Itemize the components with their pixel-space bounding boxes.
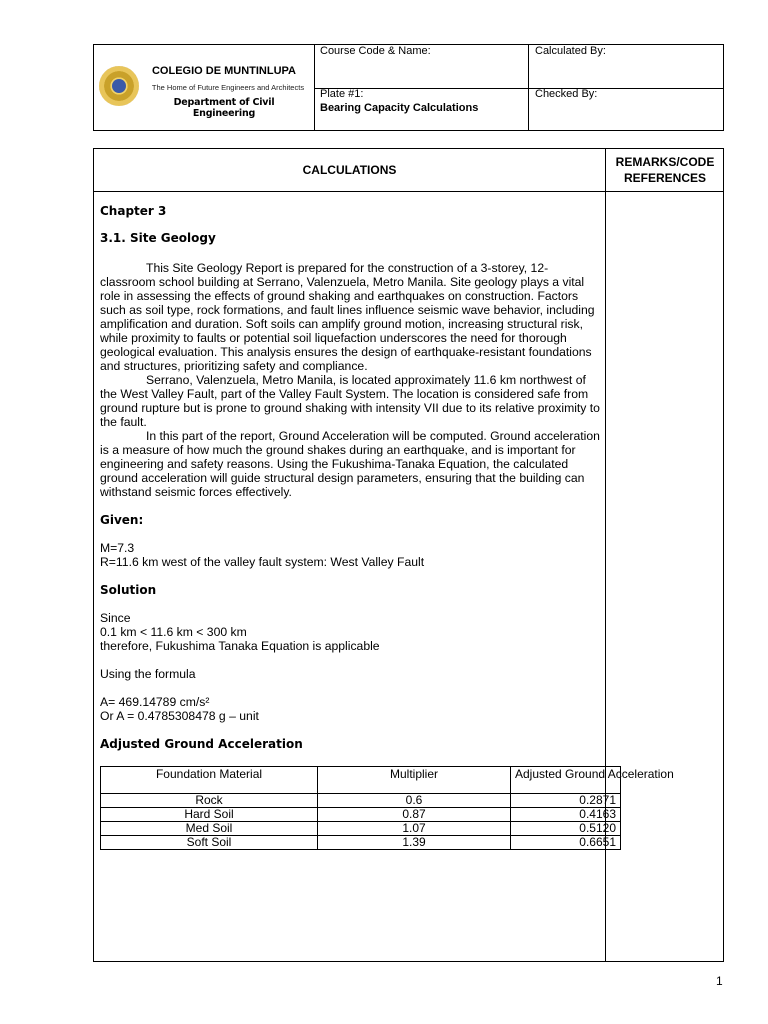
acceleration-cell: 0.2871	[511, 794, 621, 808]
inequality-text: 0.1 km < 11.6 km < 300 km	[100, 625, 247, 639]
calculation-content	[100, 204, 602, 751]
checked-by-label: Checked By:	[535, 88, 598, 100]
given-distance: R=11.6 km west of the valley fault system: West Valley Fault	[100, 555, 425, 569]
paragraph-intro: This Site Geology Report is prepared for the construction of a 3-storey, 12-classroom school building at Serrano, Valenzuela, Metro Manila. Site geology plays a vital role in assessing the effects of ground shaking and earthquakes on construction. Factors such as soil type, rock formations, and fault lines influence seismic wave behavior, including amplification and duration. Soft soils can amplify ground motion, increasing structural risk, while proximity to faults or potential soil liquefaction underscores the need for thorough geological evaluation. This analysis ensures the design of earthquake-resistant foundations and structures, prioritizing safety and compliance.	[100, 261, 595, 373]
result-acceleration: A= 469.14789 cm/s²	[100, 695, 210, 709]
result-g-unit: Or A = 0.4785308478 g – unit	[100, 709, 259, 723]
table-row	[101, 822, 621, 836]
formula-text: Using the formula	[100, 667, 196, 681]
acceleration-cell: 0.4163	[511, 808, 621, 822]
section-title: 3.1. Site Geology	[100, 231, 216, 245]
multiplier-cell: 1.07	[318, 822, 511, 836]
paragraph-location: Serrano, Valenzuela, Metro Manila, is located approximately 11.6 km northwest of the West Valley Fault, part of the Valley Fault System. The location is considered safe from ground rupture but is prone to ground shaking with intensity VII due to its relative proximity to the fault.	[100, 373, 600, 429]
multiplier-cell: 0.87	[318, 808, 511, 822]
chapter-title: Chapter 3	[100, 204, 167, 218]
table-row	[101, 794, 621, 808]
given-magnitude: M=7.3	[100, 541, 135, 555]
acceleration-cell: 0.5120	[511, 822, 621, 836]
acceleration-table-wrapper	[100, 764, 674, 856]
table-heading: Adjusted Ground Acceleration	[100, 737, 303, 751]
plate-title: Bearing Capacity Calculations	[320, 102, 479, 114]
therefore-text: therefore, Fukushima Tanaka Equation is applicable	[100, 639, 380, 653]
header-block	[93, 44, 724, 131]
department-name: Department of Civil Engineering	[173, 97, 275, 119]
course-label: Course Code & Name:	[320, 45, 431, 57]
solution-heading: Solution	[100, 583, 157, 597]
remarks-heading: REMARKS/CODE REFERENCES	[615, 155, 715, 185]
material-cell: Med Soil	[101, 822, 318, 836]
calculated-by-label: Calculated By:	[535, 45, 606, 57]
school-name: COLEGIO DE MUNTINLUPA	[151, 65, 296, 77]
table-row	[101, 808, 621, 822]
paragraph-acceleration: In this part of the report, Ground Acceleration will be computed. Ground acceleration is a measure of how much the ground shakes during an earthquake, and is important for engineering and safety reasons. Using the Fukushima-Tanaka Equation, the calculated ground acceleration will guide structural design parameters, ensuring that the building can withstand seismic forces effectively.	[100, 429, 600, 499]
given-heading: Given:	[100, 513, 144, 527]
heading-divider	[94, 191, 723, 192]
since-text: Since	[100, 611, 131, 625]
multiplier-cell: 0.6	[318, 794, 511, 808]
table-header-row	[101, 767, 621, 794]
column-header: Adjusted Ground Acceleration	[511, 767, 621, 794]
material-cell: Hard Soil	[101, 808, 318, 822]
column-header: Multiplier	[318, 767, 511, 794]
acceleration-cell: 0.6651	[511, 836, 621, 850]
header-divider	[314, 88, 723, 89]
school-seal-icon	[99, 66, 139, 106]
calculations-heading: CALCULATIONS	[302, 163, 397, 177]
page-number: 1	[716, 974, 723, 988]
acceleration-table	[100, 766, 674, 850]
plate-label: Plate #1:	[320, 88, 364, 100]
material-cell: Soft Soil	[101, 836, 318, 850]
column-header: Foundation Material	[101, 767, 318, 794]
multiplier-cell: 1.39	[318, 836, 511, 850]
material-cell: Rock	[101, 794, 318, 808]
school-tagline: The Home of Future Engineers and Architects	[151, 83, 305, 92]
table-row	[101, 836, 621, 850]
